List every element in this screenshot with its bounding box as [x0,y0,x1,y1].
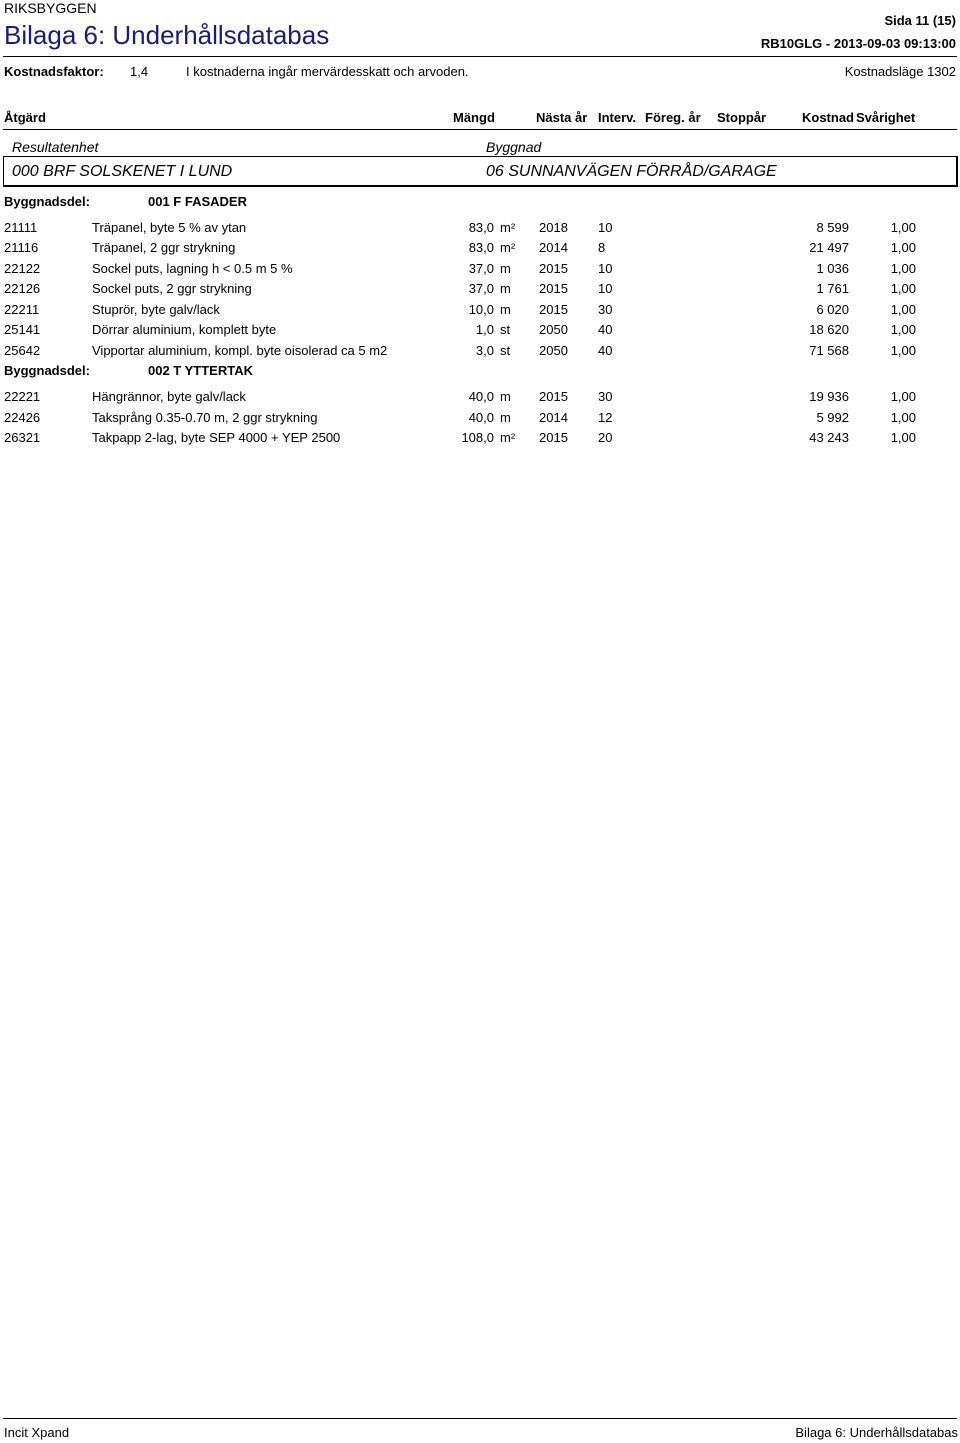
row-description: Sockel puts, lagning h < 0.5 m 5 % [92,261,293,276]
row-code: 21116 [4,240,39,255]
row-quantity: 10,0 [468,302,494,317]
row-difficulty: 1,00 [890,281,916,296]
row-code: 22126 [4,281,41,296]
row-cost: 21 497 [809,240,849,255]
row-quantity: 108,0 [461,430,494,445]
row-unit: m² [500,240,516,255]
row-code: 21111 [4,220,38,235]
row-unit: st [500,322,511,337]
row-difficulty: 1,00 [890,322,916,337]
row-quantity: 83,0 [468,240,494,255]
row-difficulty: 1,00 [890,302,916,317]
row-interval: 30 [598,302,613,317]
row-next-year: 2050 [539,343,568,358]
footer-divider [3,1418,957,1419]
row-unit: m [500,389,511,404]
col-stoppar: Stoppår [717,110,767,125]
row-difficulty: 1,00 [890,220,916,235]
row-difficulty: 1,00 [890,389,916,404]
row-next-year: 2015 [539,302,568,317]
row-description: Taksprång 0.35-0.70 m, 2 ggr strykning [92,410,318,425]
row-quantity: 83,0 [468,220,494,235]
resultatenhet-label: Resultatenhet [12,139,99,155]
col-nasta-ar: Nästa år [536,110,588,125]
row-quantity: 1,0 [475,322,494,337]
row-description: Takpapp 2-lag, byte SEP 4000 + YEP 2500 [92,430,341,445]
row-next-year: 2015 [539,281,568,296]
section-name: 002 T YTTERTAK [148,363,253,378]
row-difficulty: 1,00 [890,343,916,358]
row-description: Sockel puts, 2 ggr strykning [92,281,252,296]
row-interval: 20 [598,430,613,445]
section-label: Byggnadsdel: [4,363,90,378]
col-svarighet: Svårighet [856,110,916,125]
row-cost: 8 599 [816,220,849,235]
row-description: Stuprör, byte galv/lack [92,302,220,317]
row-cost: 18 620 [809,322,849,337]
cost-level: Kostnadsläge 1302 [844,64,956,79]
row-interval: 40 [598,322,613,337]
row-next-year: 2014 [539,410,568,425]
row-interval: 40 [598,343,613,358]
col-kostnad: Kostnad [802,110,854,125]
row-interval: 10 [598,220,613,235]
row-interval: 10 [598,261,613,276]
row-code: 25642 [4,343,41,358]
row-interval: 8 [598,240,606,255]
row-next-year: 2018 [539,220,568,235]
row-quantity: 37,0 [468,281,494,296]
row-next-year: 2015 [539,261,568,276]
row-unit: m [500,410,511,425]
row-cost: 43 243 [809,430,849,445]
row-cost: 5 992 [816,410,849,425]
row-code: 22211 [4,302,40,317]
row-quantity: 40,0 [468,389,494,404]
row-unit: m² [500,220,516,235]
section-label: Byggnadsdel: [4,194,90,209]
report-id: RB10GLG - 2013-09-03 09:13:00 [760,36,956,51]
row-unit: m [500,281,511,296]
col-foreg-ar: Föreg. år [645,110,701,125]
cost-factor-value: 1,4 [130,64,149,79]
row-difficulty: 1,00 [890,261,916,276]
row-code: 22122 [4,261,41,276]
row-difficulty: 1,00 [890,430,916,445]
header-divider [3,56,957,57]
resultatenhet-value: 000 BRF SOLSKENET I LUND [12,163,233,180]
row-quantity: 40,0 [468,410,494,425]
row-description: Träpanel, 2 ggr strykning [92,240,236,255]
row-description: Hängrännor, byte galv/lack [92,389,246,404]
footer-right: Bilaga 6: Underhållsdatabas [795,1425,958,1440]
company-name: RIKSBYGGEN [4,0,97,16]
row-quantity: 3,0 [475,343,494,358]
col-mangd: Mängd [453,110,495,125]
row-quantity: 37,0 [468,261,494,276]
row-unit: m [500,302,511,317]
row-description: Dörrar aluminium, komplett byte [92,322,277,337]
row-cost: 1 761 [816,281,849,296]
row-next-year: 2015 [539,389,568,404]
row-next-year: 2014 [539,240,568,255]
row-next-year: 2050 [539,322,568,337]
row-unit: m [500,261,511,276]
row-next-year: 2015 [539,430,568,445]
row-code: 26321 [4,430,41,445]
byggnad-label: Byggnad [486,139,542,155]
row-difficulty: 1,00 [890,410,916,425]
row-cost: 19 936 [809,389,849,404]
col-interv: Interv. [598,110,637,125]
row-unit: m² [500,430,516,445]
row-description: Träpanel, byte 5 % av ytan [92,220,247,235]
row-cost: 1 036 [816,261,849,276]
row-code: 25141 [4,322,41,337]
unit-box [3,156,958,187]
row-interval: 10 [598,281,613,296]
cost-factor-label: Kostnadsfaktor: [4,64,104,79]
row-cost: 6 020 [816,302,849,317]
page-number: Sida 11 (15) [884,13,956,28]
row-cost: 71 568 [809,343,849,358]
byggnad-value: 06 SUNNANVÄGEN FÖRRÅD/GARAGE [486,163,777,180]
row-unit: st [500,343,511,358]
row-code: 22221 [4,389,41,404]
document-title: Bilaga 6: Underhållsdatabas [4,20,330,50]
section-name: 001 F FASADER [148,194,247,209]
row-difficulty: 1,00 [890,240,916,255]
col-atgard: Åtgärd [4,110,46,125]
column-divider [3,129,957,130]
footer-left: Incit Xpand [4,1425,70,1440]
row-description: Vipportar aluminium, kompl. byte oisolerad ca 5 m2 [92,343,388,358]
row-code: 22426 [4,410,41,425]
row-interval: 30 [598,389,613,404]
vat-note: I kostnaderna ingår mervärdesskatt och arvoden. [186,64,469,79]
row-interval: 12 [598,410,613,425]
